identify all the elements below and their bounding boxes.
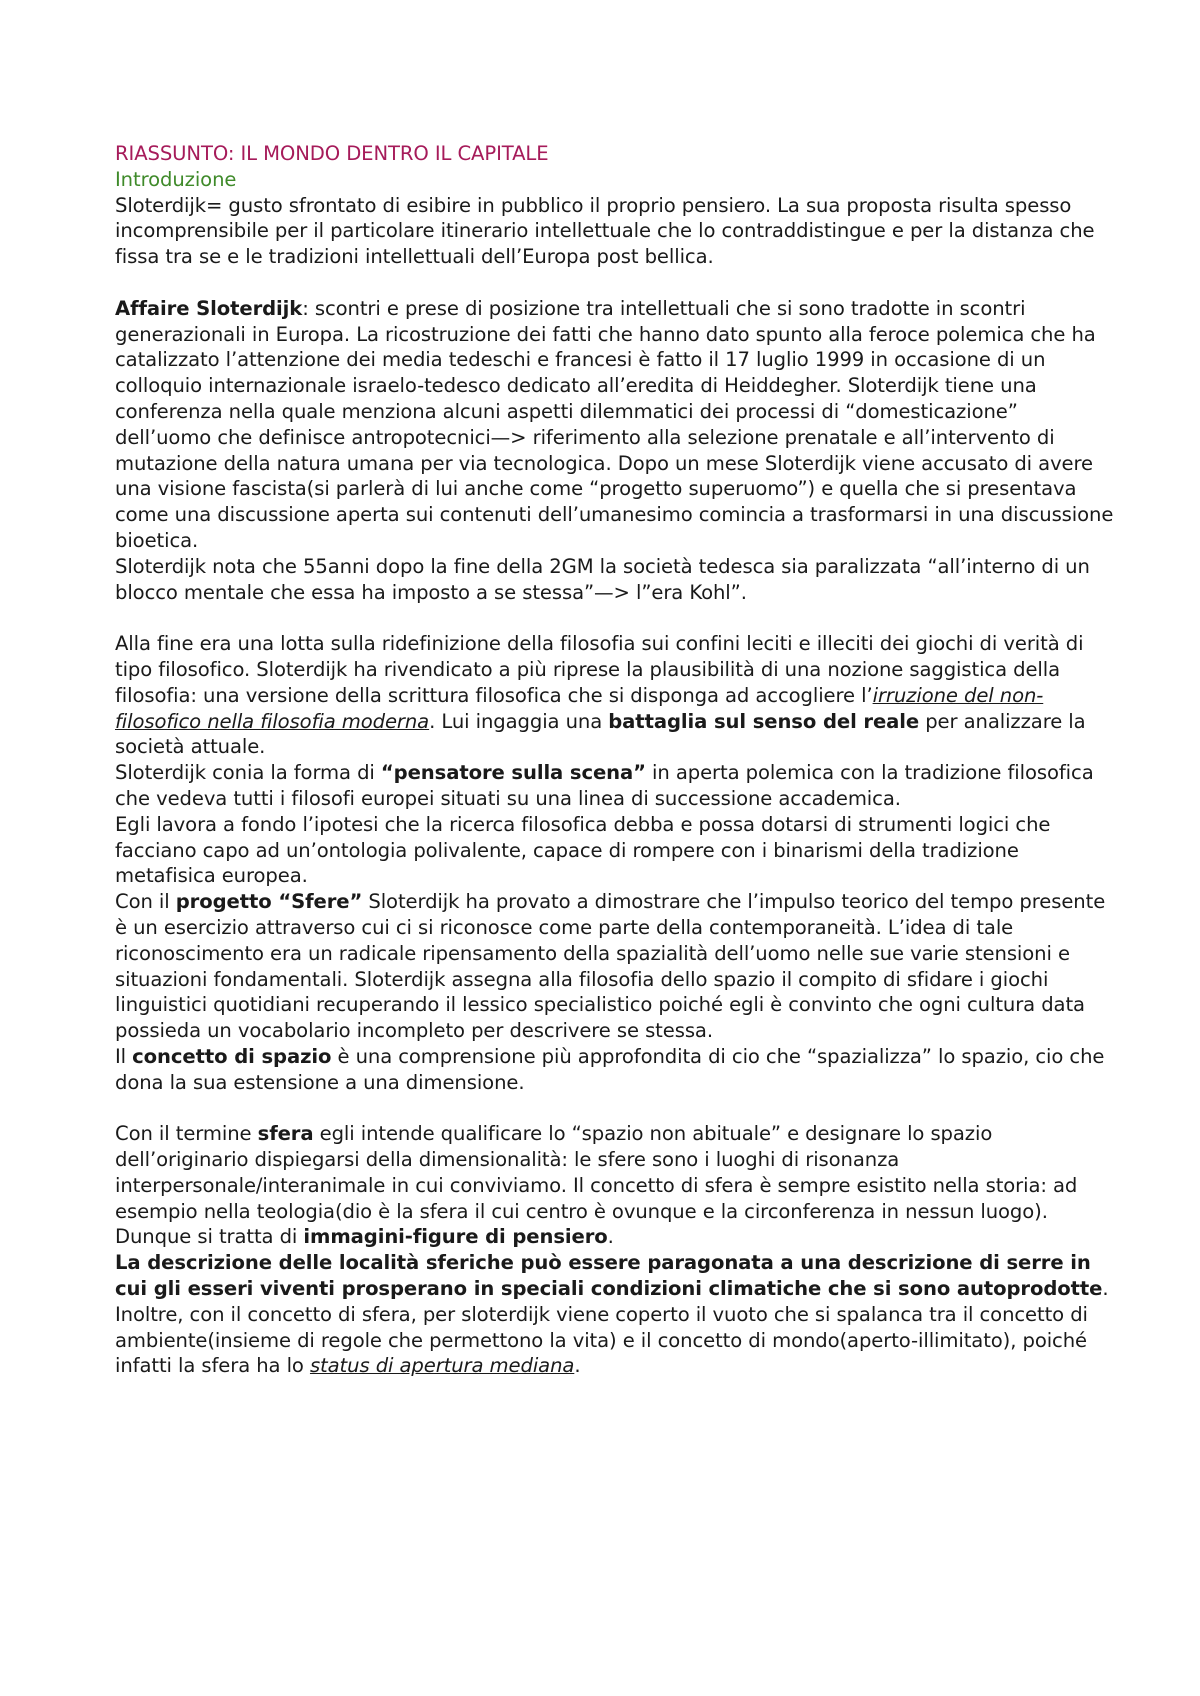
bold-term: sfera [257,1122,314,1146]
paragraph-filosofia [115,631,1115,760]
bold-term: concetto di spazio [132,1044,332,1068]
bold-term: “pensatore sulla scena” [380,761,646,785]
text-run: : scontri e prese di posizione tra intellettuali che si sono tradotte in scontri generazionali in Europa. La ricostruzione dei fatti che hanno dato spunto alla feroce polemica che ha catalizzato l’attenzione dei media tedeschi e francesi è fatto il 17 luglio 1999 in occasione di un colloquio internazionale israelo-tedesco dedicato all’eredita di Heiddegher. Sloterdijk tiene una conferenza nella quale menziona alcuni aspetti dilemmatici dei processi di “domesticazione” dell’uomo che definisce antropotecnici—> riferimento alla selezione prenatale e all’intervento di mutazione della natura umana per via tecnologica. Dopo un mese Sloterdijk viene accusato di avere una visione fascista(si parlerà di lui anche come “progetto superuomo”) e quella che si presentava come una discussione aperta sui contenuti dell’umanesimo comincia a trasformarsi in una discussione bioetica. [115,296,1114,552]
text-run: Il [115,1044,133,1068]
paragraph-era-kohl: Sloterdijk nota che 55anni dopo la fine della 2GM la società tedesca sia paralizzata “all’interno di un blocco mentale che essa ha imposto a se stessa”—> l”era Kohl”. [115,554,1090,604]
paragraph-affaire [115,296,1115,554]
text-run: Alla fine era una lotta sulla ridefinizione della filosofia sui confini leciti e illeciti dei giochi di verità di tipo filosofico. Sloterdijk ha rivendicato a più riprese la plausibilità di una nozione saggistica della filosofia: una versione della scrittura filosofica che si disponga ad accogliere l’ [115,632,1084,707]
paragraph-gap [115,270,1115,296]
bold-term: Affaire Sloterdijk [115,296,303,320]
paragraph-sfere [115,889,1115,1044]
text-run: . Inoltre, con il concetto di sfera, per sloterdijk viene coperto il vuoto che si spalanca tra il concetto di ambiente(insieme di regole che permettono la vita) e il concetto di mondo(aperto-illimitato), poiché infatti la sfera ha lo [115,1277,1109,1378]
text-run: per analizzare la società attuale. [115,709,1086,759]
bold-term: immagini-figure di pensiero [303,1225,608,1249]
paragraph-gap [115,1095,1115,1121]
text-run: Sloterdijk ha provato a dimostrare che l’impulso teorico del tempo presente è un esercizio attraverso cui ci si riconosce come parte della contemporaneità. L’idea di tale riconoscimento era un radicale ripensamento della spazialità dell’uomo nelle sue varie stensioni e situazioni fondamentali. Sloterdijk assegna alla filosofia dello spazio il compito di sfidare i giochi linguistici quotidiani recuperando il lessico specialistico poiché egli è convinto che ogni cultura data possieda un vocabolario incompleto per descrivere se stessa. [115,890,1106,1043]
bold-term: battaglia sul senso del reale [608,709,920,733]
paragraph-serre [115,1250,1115,1379]
paragraph-intro: Sloterdijk= gusto sfrontato di esibire in pubblico il proprio pensiero. La sua proposta risulta spesso incomprensibile per il particolare itinerario intellettuale che lo contraddistingue e per la distanza che fissa tra se e le tradizioni intellettuali dell’Europa post bellica. [115,193,1095,269]
document-title: RIASSUNTO: IL MONDO DENTRO IL CAPITALE [115,142,549,165]
text-run: in aperta polemica con la tradizione filosofica che vedeva tutti i filosofi europei situati su una linea di successione accademica. [115,761,1094,810]
bold-term: progetto “Sfere” [175,890,363,914]
document-page [115,141,1115,1379]
text-run: Sloterdijk conia la forma di [115,761,381,785]
paragraph-spazio [115,1044,1115,1096]
text-run: . [574,1354,581,1378]
paragraph-immagini [115,1224,1115,1250]
paragraph-ontologia: Egli lavora a fondo l’ipotesi che la ricerca filosofica debba e possa dotarsi di strumenti logici che facciano capo ad un’ontologia polivalente, capace di rompere con i binarismi della tradizione metafisica europea. [115,812,1051,888]
text-run: è una comprensione più approfondita di cio che “spazializza” lo spazio, cio che dona la sua estensione a una dimensione. [115,1044,1105,1094]
underlined-italic-text: irruzione del non-filosofico nella filosofia moderna [115,683,1044,733]
paragraph-pensatore [115,760,1115,812]
bold-term: La descrizione delle località sferiche può essere paragonata a una descrizione di serre in cui gli esseri viventi prosperano in speciali condizioni climatiche che si sono autoprodotte [115,1251,1103,1301]
text-run: Con il termine [115,1122,258,1146]
text-run: . Lui ingaggia una [429,709,609,733]
paragraph-gap [115,605,1115,631]
text-run: . [607,1225,614,1249]
text-run: Dunque si tratta di [115,1225,304,1249]
section-heading: Introduzione [115,167,237,191]
text-run: Con il [115,890,176,914]
underlined-italic-text: status di apertura mediana [309,1354,575,1378]
text-run: egli intende qualificare lo “spazio non abituale” e designare lo spazio dell’originario dispiegarsi della dimensionalità: le sfere sono i luoghi di risonanza interpersonale/interanimale in cui conviviamo. Il concetto di sfera è sempre esistito nella storia: ad esempio nella teologia(dio è la sfera il cui centro è ovunque e la circonferenza in nessun luogo). [115,1122,1078,1223]
paragraph-sfera [115,1121,1115,1224]
